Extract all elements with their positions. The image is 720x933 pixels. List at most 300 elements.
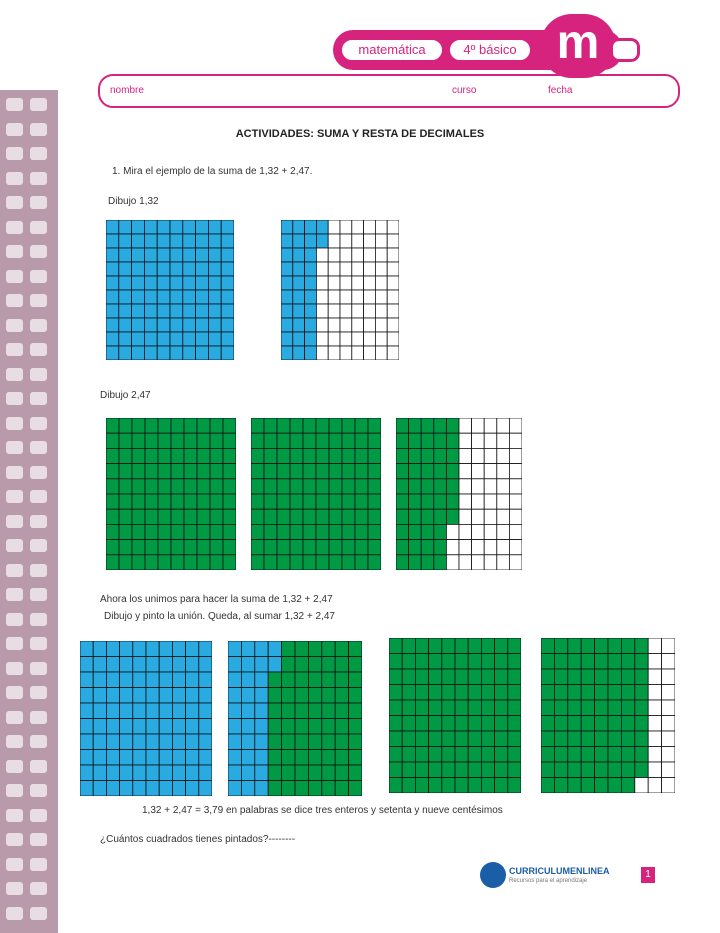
- shaded-cell: [329, 433, 342, 448]
- shaded-cell: [635, 654, 648, 670]
- shaded-cell: [368, 433, 381, 448]
- shaded-cell: [349, 719, 362, 735]
- shaded-cell: [170, 262, 183, 276]
- shaded-cell: [183, 220, 196, 234]
- shaded-cell: [581, 685, 594, 701]
- shaded-cell: [295, 750, 308, 766]
- shaded-cell: [290, 524, 303, 539]
- shaded-cell: [199, 688, 212, 704]
- shaded-cell: [368, 448, 381, 463]
- shaded-cell: [158, 433, 171, 448]
- shaded-cell: [146, 703, 159, 719]
- shaded-cell: [157, 276, 170, 290]
- grid-sum-blue-green: [228, 641, 362, 796]
- subject-pill: matemática: [339, 37, 445, 63]
- empty-cell: [352, 262, 364, 276]
- shaded-cell: [481, 685, 494, 701]
- shaded-cell: [508, 669, 521, 685]
- shaded-cell: [106, 448, 119, 463]
- shaded-cell: [290, 509, 303, 524]
- empty-cell: [497, 479, 510, 494]
- shaded-cell: [554, 778, 567, 794]
- shaded-cell: [554, 638, 567, 654]
- empty-cell: [662, 700, 675, 716]
- shaded-cell: [581, 700, 594, 716]
- shaded-cell: [106, 719, 119, 735]
- shaded-cell: [119, 464, 132, 479]
- shaded-cell: [184, 494, 197, 509]
- empty-cell: [472, 479, 485, 494]
- shaded-cell: [468, 700, 481, 716]
- empty-cell: [352, 234, 364, 248]
- shaded-cell: [349, 750, 362, 766]
- shaded-cell: [322, 734, 335, 750]
- shaded-cell: [442, 762, 455, 778]
- shaded-cell: [132, 304, 145, 318]
- shaded-cell: [159, 703, 172, 719]
- shaded-cell: [186, 750, 199, 766]
- shaded-cell: [223, 555, 236, 570]
- shaded-cell: [295, 734, 308, 750]
- shaded-cell: [158, 418, 171, 433]
- shaded-cell: [210, 479, 223, 494]
- shaded-cell: [223, 464, 236, 479]
- shaded-cell: [281, 346, 293, 360]
- empty-cell: [364, 234, 376, 248]
- shaded-cell: [132, 509, 145, 524]
- shaded-cell: [329, 418, 342, 433]
- shaded-cell: [80, 688, 93, 704]
- shaded-cell: [396, 448, 409, 463]
- shaded-cell: [355, 524, 368, 539]
- shaded-cell: [355, 448, 368, 463]
- shaded-cell: [106, 433, 119, 448]
- shaded-cell: [106, 479, 119, 494]
- shaded-cell: [133, 750, 146, 766]
- empty-cell: [509, 479, 522, 494]
- shaded-cell: [106, 781, 119, 797]
- shaded-cell: [434, 418, 447, 433]
- grade-pill: 4º básico: [447, 37, 533, 63]
- shaded-cell: [508, 700, 521, 716]
- shaded-cell: [146, 657, 159, 673]
- shaded-cell: [277, 509, 290, 524]
- empty-cell: [472, 418, 485, 433]
- empty-cell: [340, 220, 352, 234]
- shaded-cell: [396, 418, 409, 433]
- shaded-cell: [106, 418, 119, 433]
- shaded-cell: [541, 700, 554, 716]
- shaded-cell: [434, 479, 447, 494]
- shaded-cell: [316, 220, 328, 234]
- shaded-cell: [106, 672, 119, 688]
- empty-cell: [340, 290, 352, 304]
- shaded-cell: [144, 220, 157, 234]
- binding-ring: [30, 515, 47, 528]
- empty-cell: [459, 464, 472, 479]
- empty-cell: [328, 332, 340, 346]
- shaded-cell: [145, 524, 158, 539]
- shaded-cell: [93, 734, 106, 750]
- shaded-cell: [508, 638, 521, 654]
- shaded-cell: [608, 716, 621, 732]
- binding-ring: [6, 368, 23, 381]
- binding-ring: [6, 196, 23, 209]
- empty-cell: [364, 290, 376, 304]
- binding-ring: [30, 784, 47, 797]
- binding-ring: [30, 368, 47, 381]
- shaded-cell: [305, 234, 317, 248]
- shaded-cell: [368, 494, 381, 509]
- shaded-cell: [295, 672, 308, 688]
- empty-cell: [340, 304, 352, 318]
- shaded-cell: [303, 524, 316, 539]
- empty-cell: [484, 555, 497, 570]
- shaded-cell: [93, 641, 106, 657]
- empty-cell: [662, 685, 675, 701]
- shaded-cell: [157, 290, 170, 304]
- shaded-cell: [415, 700, 428, 716]
- shaded-cell: [241, 688, 254, 704]
- binding-ring: [30, 564, 47, 577]
- shaded-cell: [133, 672, 146, 688]
- shaded-cell: [415, 654, 428, 670]
- shaded-cell: [106, 688, 119, 704]
- shaded-cell: [429, 700, 442, 716]
- shaded-cell: [554, 685, 567, 701]
- shaded-cell: [554, 747, 567, 763]
- empty-cell: [328, 318, 340, 332]
- binding-ring: [6, 417, 23, 430]
- binding-ring: [6, 515, 23, 528]
- shaded-cell: [595, 638, 608, 654]
- shaded-cell: [159, 719, 172, 735]
- binding-ring: [30, 588, 47, 601]
- shaded-cell: [355, 509, 368, 524]
- shaded-cell: [268, 688, 281, 704]
- shaded-cell: [210, 418, 223, 433]
- binding-ring: [30, 392, 47, 405]
- shaded-cell: [223, 494, 236, 509]
- shaded-cell: [608, 700, 621, 716]
- shaded-cell: [183, 346, 196, 360]
- shaded-cell: [316, 540, 329, 555]
- shaded-cell: [221, 248, 234, 262]
- empty-cell: [375, 332, 387, 346]
- shaded-cell: [595, 778, 608, 794]
- shaded-cell: [608, 747, 621, 763]
- shaded-cell: [468, 731, 481, 747]
- shaded-cell: [293, 332, 305, 346]
- empty-cell: [352, 346, 364, 360]
- shaded-cell: [172, 719, 185, 735]
- shaded-cell: [303, 464, 316, 479]
- shaded-cell: [335, 672, 348, 688]
- shaded-cell: [581, 731, 594, 747]
- shaded-cell: [251, 540, 264, 555]
- shaded-cell: [158, 448, 171, 463]
- empty-cell: [472, 540, 485, 555]
- shaded-cell: [277, 433, 290, 448]
- shaded-cell: [184, 509, 197, 524]
- shaded-cell: [144, 248, 157, 262]
- shaded-cell: [329, 464, 342, 479]
- shaded-cell: [133, 657, 146, 673]
- empty-cell: [648, 685, 661, 701]
- shaded-cell: [290, 448, 303, 463]
- shaded-cell: [455, 700, 468, 716]
- shaded-cell: [133, 703, 146, 719]
- shaded-cell: [322, 672, 335, 688]
- shaded-cell: [255, 750, 268, 766]
- shaded-cell: [196, 234, 209, 248]
- shaded-cell: [316, 464, 329, 479]
- shaded-cell: [621, 762, 634, 778]
- empty-cell: [472, 509, 485, 524]
- shaded-cell: [255, 719, 268, 735]
- shaded-cell: [389, 731, 402, 747]
- binding-ring: [30, 907, 47, 920]
- binding-ring: [30, 637, 47, 650]
- shaded-cell: [157, 304, 170, 318]
- shaded-cell: [322, 765, 335, 781]
- shaded-cell: [595, 654, 608, 670]
- shaded-cell: [608, 685, 621, 701]
- binding-ring: [30, 221, 47, 234]
- empty-cell: [375, 262, 387, 276]
- empty-cell: [316, 304, 328, 318]
- shaded-cell: [554, 654, 567, 670]
- empty-cell: [459, 418, 472, 433]
- shaded-cell: [455, 685, 468, 701]
- binding-ring: [30, 882, 47, 895]
- shaded-cell: [133, 719, 146, 735]
- shaded-cell: [132, 318, 145, 332]
- empty-cell: [340, 262, 352, 276]
- shaded-cell: [93, 781, 106, 797]
- shaded-cell: [568, 731, 581, 747]
- shaded-cell: [186, 719, 199, 735]
- shaded-cell: [415, 685, 428, 701]
- shaded-cell: [316, 448, 329, 463]
- shaded-cell: [305, 276, 317, 290]
- shaded-cell: [132, 220, 145, 234]
- shaded-cell: [221, 318, 234, 332]
- shaded-cell: [264, 464, 277, 479]
- shaded-cell: [396, 479, 409, 494]
- shaded-cell: [268, 672, 281, 688]
- shaded-cell: [171, 555, 184, 570]
- shaded-cell: [223, 479, 236, 494]
- curriculum-logo-icon: [480, 862, 506, 888]
- shaded-cell: [199, 781, 212, 797]
- shaded-cell: [409, 509, 422, 524]
- shaded-cell: [308, 719, 321, 735]
- shaded-cell: [144, 262, 157, 276]
- shaded-cell: [442, 669, 455, 685]
- empty-cell: [648, 669, 661, 685]
- empty-cell: [340, 276, 352, 290]
- grid-sum-green: [389, 638, 521, 793]
- binding-ring: [30, 270, 47, 283]
- shaded-cell: [402, 778, 415, 794]
- shaded-cell: [132, 346, 145, 360]
- shaded-cell: [223, 524, 236, 539]
- shaded-cell: [635, 685, 648, 701]
- shaded-cell: [264, 494, 277, 509]
- shaded-cell: [349, 657, 362, 673]
- shaded-cell: [349, 765, 362, 781]
- shaded-cell: [197, 540, 210, 555]
- shaded-cell: [241, 750, 254, 766]
- shaded-cell: [621, 778, 634, 794]
- binding-ring: [6, 760, 23, 773]
- shaded-cell: [172, 703, 185, 719]
- shaded-cell: [144, 276, 157, 290]
- empty-cell: [352, 290, 364, 304]
- shaded-cell: [293, 262, 305, 276]
- shaded-cell: [106, 464, 119, 479]
- binding-ring: [30, 196, 47, 209]
- shaded-cell: [608, 762, 621, 778]
- shaded-cell: [255, 657, 268, 673]
- shaded-cell: [295, 765, 308, 781]
- shaded-cell: [132, 448, 145, 463]
- empty-cell: [648, 731, 661, 747]
- shaded-cell: [196, 290, 209, 304]
- shaded-cell: [251, 509, 264, 524]
- shaded-cell: [93, 688, 106, 704]
- shaded-cell: [133, 688, 146, 704]
- shaded-cell: [481, 716, 494, 732]
- shaded-cell: [80, 672, 93, 688]
- shaded-cell: [293, 248, 305, 262]
- shaded-cell: [132, 494, 145, 509]
- shaded-cell: [146, 672, 159, 688]
- empty-cell: [316, 318, 328, 332]
- shaded-cell: [255, 672, 268, 688]
- shaded-cell: [303, 479, 316, 494]
- shaded-cell: [568, 747, 581, 763]
- binding-ring: [30, 466, 47, 479]
- shaded-cell: [389, 638, 402, 654]
- shaded-cell: [635, 669, 648, 685]
- shaded-cell: [228, 765, 241, 781]
- shaded-cell: [158, 540, 171, 555]
- shaded-cell: [415, 716, 428, 732]
- shaded-cell: [157, 248, 170, 262]
- shaded-cell: [282, 703, 295, 719]
- shaded-cell: [210, 448, 223, 463]
- empty-cell: [316, 276, 328, 290]
- shaded-cell: [268, 719, 281, 735]
- shaded-cell: [335, 657, 348, 673]
- shaded-cell: [293, 234, 305, 248]
- shaded-cell: [349, 688, 362, 704]
- shaded-cell: [268, 765, 281, 781]
- shaded-cell: [172, 781, 185, 797]
- shaded-cell: [446, 509, 459, 524]
- empty-cell: [352, 318, 364, 332]
- shaded-cell: [146, 750, 159, 766]
- shaded-cell: [106, 304, 119, 318]
- shaded-cell: [595, 700, 608, 716]
- shaded-cell: [495, 731, 508, 747]
- shaded-cell: [468, 669, 481, 685]
- shaded-cell: [295, 719, 308, 735]
- shaded-cell: [120, 750, 133, 766]
- shaded-cell: [241, 734, 254, 750]
- shaded-cell: [145, 479, 158, 494]
- page-number: 1: [641, 867, 655, 883]
- fecha-label: fecha: [548, 85, 573, 96]
- shaded-cell: [210, 555, 223, 570]
- shaded-cell: [268, 703, 281, 719]
- shaded-cell: [170, 290, 183, 304]
- binding-ring: [6, 245, 23, 258]
- shaded-cell: [495, 747, 508, 763]
- shaded-cell: [210, 494, 223, 509]
- shaded-cell: [595, 669, 608, 685]
- shaded-cell: [568, 716, 581, 732]
- binding-ring: [6, 270, 23, 283]
- shaded-cell: [446, 448, 459, 463]
- shaded-cell: [455, 778, 468, 794]
- binding-ring: [30, 735, 47, 748]
- shaded-cell: [368, 524, 381, 539]
- shaded-cell: [389, 747, 402, 763]
- shaded-cell: [349, 641, 362, 657]
- shaded-cell: [132, 540, 145, 555]
- shaded-cell: [184, 540, 197, 555]
- shaded-cell: [119, 524, 132, 539]
- shaded-cell: [228, 781, 241, 797]
- empty-cell: [364, 332, 376, 346]
- footer-tagline: Recursos para el aprendizaje: [509, 878, 588, 884]
- shaded-cell: [595, 716, 608, 732]
- empty-cell: [662, 778, 675, 794]
- empty-cell: [484, 479, 497, 494]
- shaded-cell: [120, 719, 133, 735]
- shaded-cell: [264, 509, 277, 524]
- empty-cell: [484, 494, 497, 509]
- shaded-cell: [158, 509, 171, 524]
- empty-cell: [662, 669, 675, 685]
- shaded-cell: [157, 332, 170, 346]
- shaded-cell: [80, 781, 93, 797]
- shaded-cell: [368, 418, 381, 433]
- shaded-cell: [541, 747, 554, 763]
- shaded-cell: [335, 781, 348, 797]
- shaded-cell: [186, 734, 199, 750]
- shaded-cell: [159, 688, 172, 704]
- empty-cell: [472, 464, 485, 479]
- shaded-cell: [208, 332, 221, 346]
- shaded-cell: [495, 654, 508, 670]
- shaded-cell: [281, 304, 293, 318]
- shaded-cell: [635, 700, 648, 716]
- shaded-cell: [421, 555, 434, 570]
- shaded-cell: [495, 778, 508, 794]
- shaded-cell: [329, 448, 342, 463]
- shaded-cell: [608, 638, 621, 654]
- shaded-cell: [197, 479, 210, 494]
- shaded-cell: [277, 555, 290, 570]
- shaded-cell: [305, 346, 317, 360]
- empty-cell: [387, 346, 399, 360]
- shaded-cell: [196, 346, 209, 360]
- binding-ring: [6, 858, 23, 871]
